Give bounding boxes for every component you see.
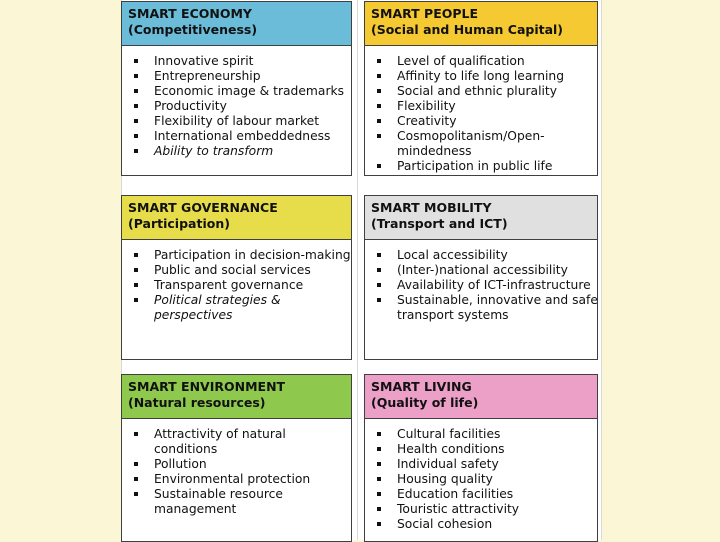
list-item bbox=[375, 114, 597, 129]
list-item bbox=[375, 69, 597, 84]
list-item-text: Housing quality bbox=[397, 472, 493, 486]
list-item bbox=[375, 472, 597, 487]
list-item-text: Availability of ICT-infrastructure bbox=[397, 278, 591, 292]
list-item-text: Innovative spirit bbox=[154, 54, 254, 68]
list-item-text: Touristic attractivity bbox=[397, 502, 520, 516]
list-item-text: Political strategies & bbox=[154, 293, 281, 307]
list-item-text: Entrepreneurship bbox=[154, 69, 261, 83]
list-item bbox=[132, 99, 351, 114]
smart-economy-title: SMART ECONOMY bbox=[128, 6, 252, 21]
list-item bbox=[132, 278, 351, 293]
list-item bbox=[132, 129, 351, 144]
list-item bbox=[375, 442, 597, 457]
list-item bbox=[132, 293, 351, 323]
smart-mobility-subtitle: (Transport and ICT) bbox=[371, 215, 508, 231]
smart-living-title: SMART LIVING bbox=[371, 379, 472, 394]
list-item bbox=[132, 144, 351, 159]
list-item bbox=[375, 487, 597, 502]
list-item bbox=[375, 248, 597, 263]
list-item bbox=[375, 502, 597, 517]
smart-governance-list bbox=[122, 240, 351, 323]
list-item-text: Transparent governance bbox=[154, 278, 304, 292]
list-item-text: Health conditions bbox=[397, 442, 505, 456]
list-item-text: Pollution bbox=[154, 457, 207, 471]
list-item bbox=[132, 69, 351, 84]
smart-living-header bbox=[365, 375, 597, 419]
smart-living-subtitle: (Quality of life) bbox=[371, 394, 479, 410]
list-item-text: transport systems bbox=[397, 308, 509, 322]
smart-living-box bbox=[364, 374, 598, 542]
smart-environment-subtitle: (Natural resources) bbox=[128, 394, 266, 410]
list-item bbox=[132, 54, 351, 69]
list-item-text: Participation in public life bbox=[397, 159, 553, 173]
list-item bbox=[132, 427, 351, 457]
list-item bbox=[375, 54, 597, 69]
list-item bbox=[375, 159, 597, 174]
list-item bbox=[375, 278, 597, 293]
smart-economy-list bbox=[122, 46, 351, 159]
smart-governance-header bbox=[122, 196, 351, 240]
list-item-text: (Inter-)national accessibility bbox=[397, 263, 568, 277]
list-item-text: mindedness bbox=[397, 144, 472, 158]
list-item-text: conditions bbox=[154, 442, 218, 456]
smart-mobility-box bbox=[364, 195, 598, 360]
list-item-text: Participation in decision-making bbox=[154, 248, 351, 262]
list-item bbox=[132, 457, 351, 472]
list-item bbox=[375, 99, 597, 114]
smart-people-title: SMART PEOPLE bbox=[371, 6, 479, 21]
list-item-text: Social and ethnic plurality bbox=[397, 84, 558, 98]
list-item bbox=[132, 472, 351, 487]
smart-mobility-header bbox=[365, 196, 597, 240]
list-item bbox=[375, 129, 597, 159]
smart-environment-list bbox=[122, 419, 351, 517]
smart-people-box bbox=[364, 1, 598, 176]
list-item-text: Cosmopolitanism/Open- bbox=[397, 129, 545, 143]
smart-people-list bbox=[365, 46, 597, 174]
list-item bbox=[132, 114, 351, 129]
list-item-text: Ability to transform bbox=[154, 144, 274, 158]
list-item-text: Productivity bbox=[154, 99, 227, 113]
list-item bbox=[132, 248, 351, 263]
smart-economy-box bbox=[121, 1, 352, 176]
smart-living-list bbox=[365, 419, 597, 532]
list-item-text: Flexibility of labour market bbox=[154, 114, 320, 128]
list-item bbox=[132, 487, 351, 517]
list-item-text: Individual safety bbox=[397, 457, 499, 471]
list-item-text: Local accessibility bbox=[397, 248, 508, 262]
list-item-text: Level of qualification bbox=[397, 54, 525, 68]
list-item-text: Cultural facilities bbox=[397, 427, 501, 441]
list-item bbox=[132, 84, 351, 99]
list-item bbox=[375, 457, 597, 472]
list-item-text: Social cohesion bbox=[397, 517, 493, 531]
list-item-text: Sustainable, innovative and safe bbox=[397, 293, 598, 307]
smart-economy-subtitle: (Competitiveness) bbox=[128, 21, 258, 37]
list-item bbox=[375, 427, 597, 442]
list-item-text: Public and social services bbox=[154, 263, 311, 277]
list-item bbox=[132, 263, 351, 278]
smart-economy-header bbox=[122, 2, 351, 46]
list-item-text: Creativity bbox=[397, 114, 457, 128]
smart-people-subtitle: (Social and Human Capital) bbox=[371, 21, 564, 37]
smart-mobility-list bbox=[365, 240, 597, 323]
list-item-text: Education facilities bbox=[397, 487, 514, 501]
list-item-text: Environmental protection bbox=[154, 472, 311, 486]
list-item-text: Affinity to life long learning bbox=[397, 69, 565, 83]
list-item-text: management bbox=[154, 502, 237, 516]
list-item-text: perspectives bbox=[154, 308, 233, 322]
list-item bbox=[375, 263, 597, 278]
smart-mobility-title: SMART MOBILITY bbox=[371, 200, 492, 215]
smart-governance-box bbox=[121, 195, 352, 360]
list-item bbox=[375, 84, 597, 99]
list-item-text: Economic image & trademarks bbox=[154, 84, 345, 98]
smart-environment-box bbox=[121, 374, 352, 542]
list-item-text: International embeddedness bbox=[154, 129, 331, 143]
smart-governance-subtitle: (Participation) bbox=[128, 215, 230, 231]
list-item-text: Attractivity of natural bbox=[154, 427, 286, 441]
list-item bbox=[375, 293, 597, 323]
list-item-text: Sustainable resource bbox=[154, 487, 283, 501]
smart-governance-title: SMART GOVERNANCE bbox=[128, 200, 278, 215]
smart-environment-title: SMART ENVIRONMENT bbox=[128, 379, 286, 394]
list-item-text: Flexibility bbox=[397, 99, 456, 113]
list-item bbox=[375, 517, 597, 532]
smart-environment-header bbox=[122, 375, 351, 419]
smart-people-header bbox=[365, 2, 597, 46]
